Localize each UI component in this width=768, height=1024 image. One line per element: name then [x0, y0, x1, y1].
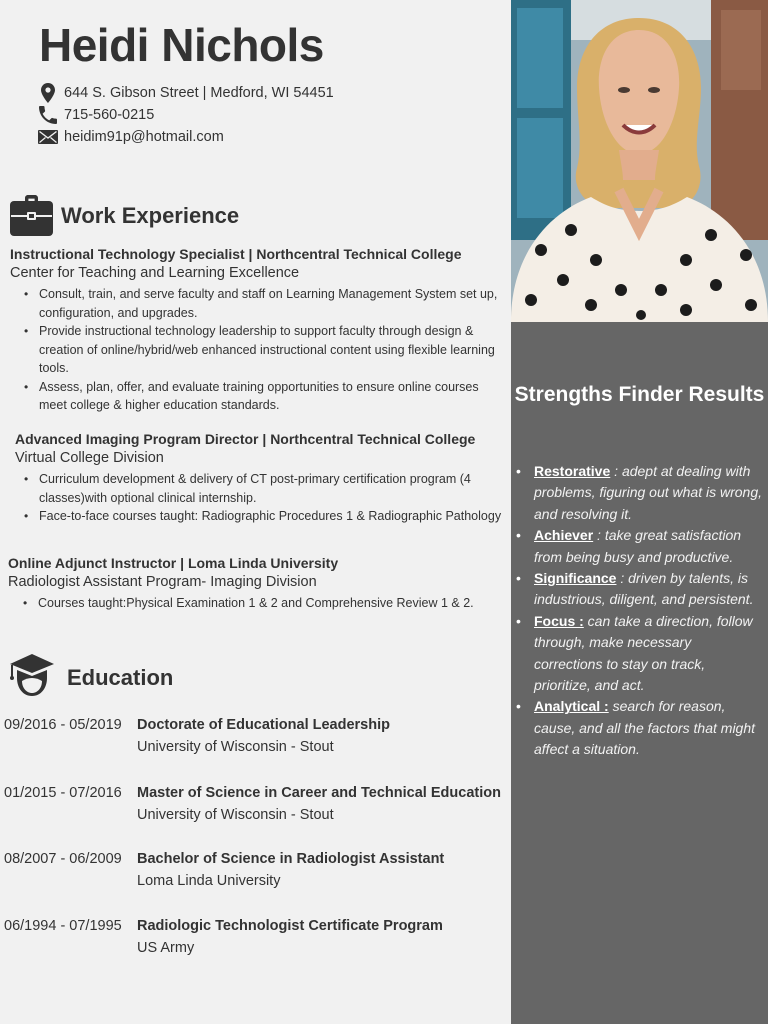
work-experience-title: Work Experience — [61, 202, 240, 228]
duty-item: • Assess, plan, offer, and evaluate training opportunities to ensure online courses meet college & higher education standards. — [10, 378, 505, 415]
strength-separator: : — [616, 570, 629, 587]
strength-description: driven by talents, is industrious, diligent, and persistent. — [534, 570, 754, 608]
strength-term: Achiever — [534, 527, 594, 544]
education-title: Education — [67, 665, 174, 690]
candidate-name: Heidi Nichols — [39, 19, 324, 71]
job-department: Radiologist Assistant Program- Imaging Division — [8, 574, 317, 590]
address-row — [38, 82, 334, 104]
graduation-cap-icon — [8, 653, 56, 703]
education-dates: 08/2007 - 06/2009 — [4, 851, 122, 867]
job-entry — [8, 554, 508, 613]
phone-text: 715-560-0215 — [64, 107, 155, 123]
job-title: Online Adjunct Instructor | Loma Linda University — [8, 555, 339, 571]
duty-item: • Consult, train, and serve faculty and staff on Learning Management System set up, configuration, and upgrades. — [10, 285, 505, 322]
strengths-title: Strengths Finder Results — [514, 383, 765, 406]
address-text: 644 S. Gibson Street | Medford, WI 54451 — [64, 85, 334, 101]
email-text: heidim91p@hotmail.com — [64, 129, 224, 145]
strength-item — [531, 525, 763, 568]
duty-item: • Face-to-face courses taught: Radiographic Procedures 1 & Radiographic Pathology — [10, 507, 505, 526]
sidebar — [511, 0, 768, 1024]
map-pin-icon — [38, 83, 58, 103]
education-dates: 09/2016 - 05/2019 — [4, 717, 122, 733]
job-department: Virtual College Division — [15, 450, 164, 466]
profile-photo — [511, 0, 768, 322]
job-title: Instructional Technology Specialist | Northcentral Technical College — [10, 246, 462, 262]
strength-item — [531, 611, 763, 697]
email-row — [38, 126, 224, 148]
briefcase-icon — [10, 195, 53, 236]
education-degree: Master of Science in Career and Technical Education — [137, 785, 501, 801]
education-school: Loma Linda University — [137, 873, 281, 889]
education-school: US Army — [137, 940, 195, 956]
duty-item: • Curriculum development & delivery of CT post-primary certification program (4 classes)with optional clinical internship. — [10, 470, 505, 507]
education-dates: 06/1994 - 07/1995 — [4, 918, 122, 934]
strengths-list — [531, 461, 763, 761]
education-degree: Doctorate of Educational Leadership — [137, 717, 390, 733]
duty-item: • Courses taught:Physical Examination 1 & 2 and Comprehensive Review 1 & 2. — [9, 594, 508, 613]
education-school: University of Wisconsin - Stout — [137, 739, 334, 755]
phone-row — [38, 104, 154, 126]
education-heading — [8, 653, 173, 703]
job-title: Advanced Imaging Program Director | Northcentral Technical College — [15, 431, 476, 447]
job-entry — [10, 245, 505, 415]
work-experience-heading — [10, 195, 239, 236]
strength-item — [531, 461, 763, 525]
strength-description: search for reason, cause, and all the factors that might affect a situation. — [534, 698, 756, 758]
education-school: University of Wisconsin - Stout — [137, 807, 334, 823]
duty-item: • Provide instructional technology leadership to support faculty through design & creation of online/hybrid/web enhanced instructional content using flexible learning tools. — [10, 322, 505, 378]
strength-item — [531, 696, 763, 760]
education-dates: 01/2015 - 07/2016 — [4, 785, 122, 801]
job-duties — [10, 285, 505, 415]
strength-term: Focus : — [534, 612, 584, 629]
strength-item — [531, 568, 763, 611]
strength-description: take great satisfaction from being busy and productive. — [534, 527, 742, 565]
job-entry — [15, 430, 505, 526]
strength-separator: : — [593, 527, 605, 544]
envelope-icon — [38, 127, 58, 147]
strength-term: Analytical : — [534, 698, 609, 715]
job-department: Center for Teaching and Learning Excellence — [10, 265, 300, 281]
strength-description: adept at dealing with problems, figuring out what is wrong, and resolving it. — [534, 463, 762, 522]
phone-icon — [38, 105, 58, 125]
strength-description: can take a direction, follow through, make necessary corrections to stay on track, prioritize, and act. — [534, 612, 753, 694]
education-degree: Bachelor of Science in Radiologist Assistant — [137, 851, 445, 867]
strength-separator: : — [610, 463, 622, 479]
education-degree: Radiologic Technologist Certificate Program — [137, 918, 443, 934]
strength-term: Significance — [534, 570, 617, 587]
job-duties — [9, 594, 508, 613]
job-duties — [10, 470, 505, 526]
strength-term: Restorative — [534, 463, 611, 479]
